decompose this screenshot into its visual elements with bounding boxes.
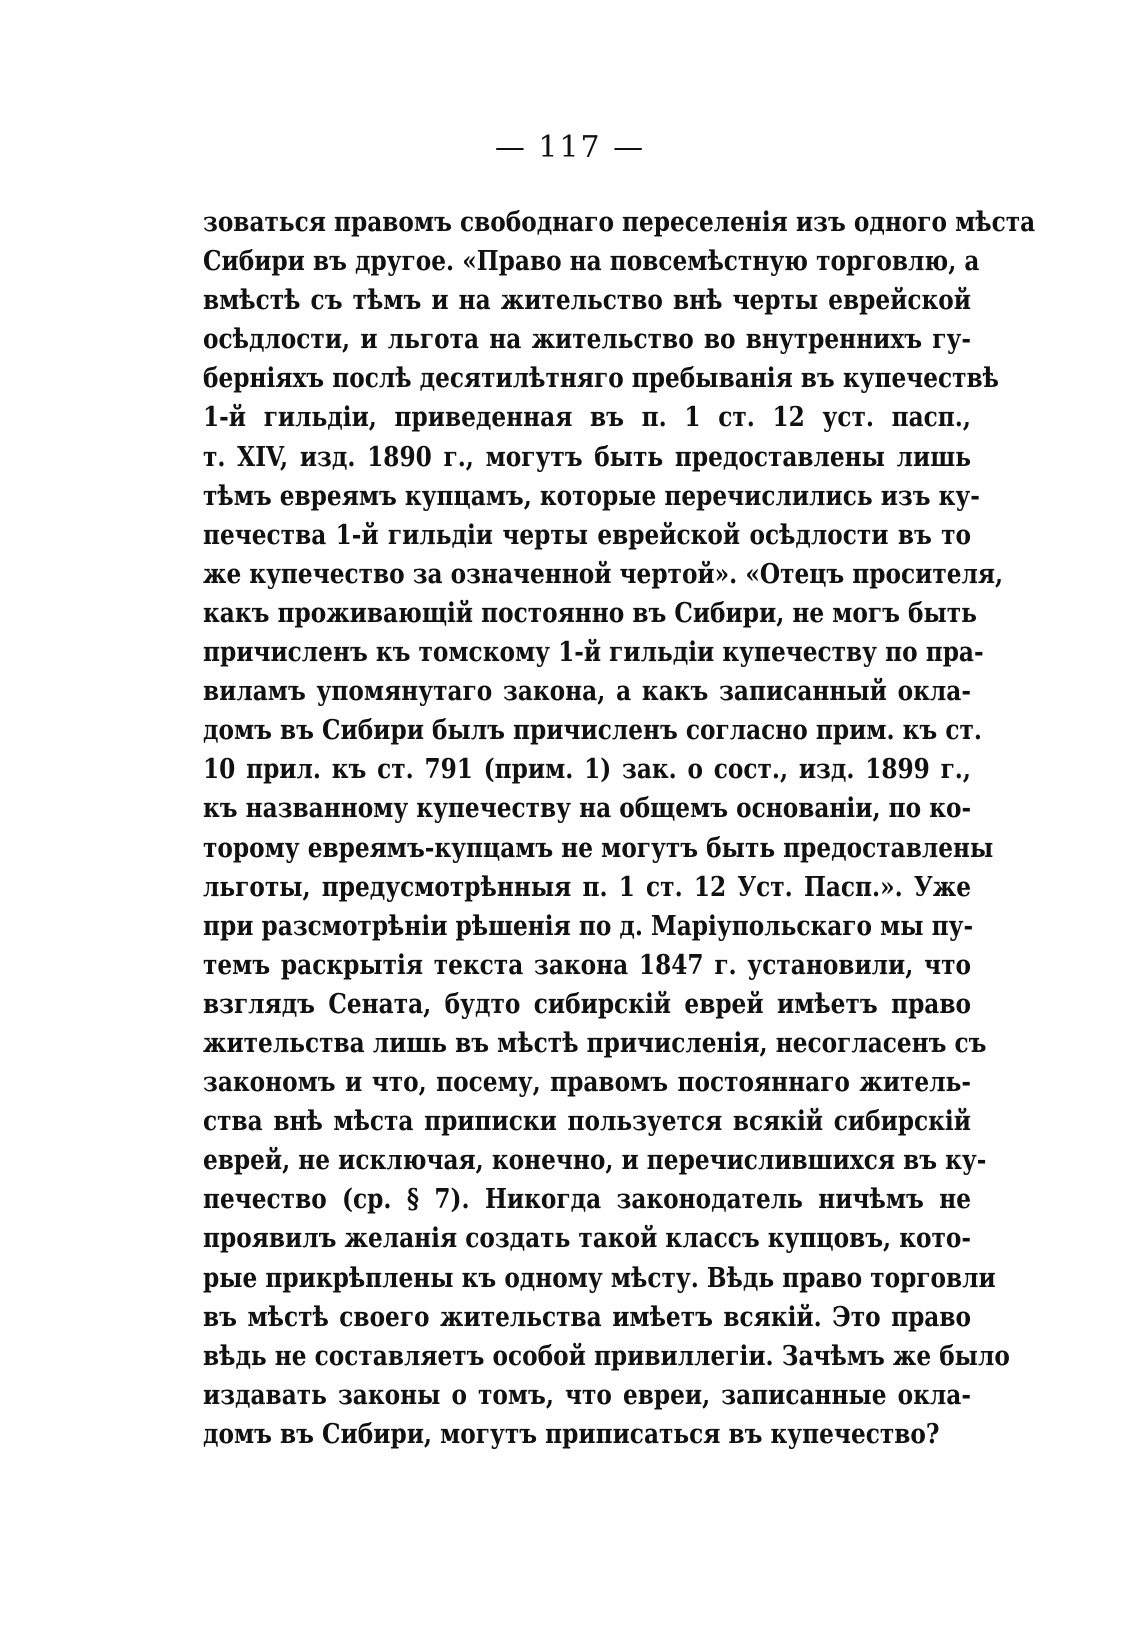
text-line: торому евреямъ-купцамъ не могутъ быть предоставлены xyxy=(203,832,994,864)
page-number: — 117 — xyxy=(494,130,646,165)
text-line: домъ въ Сибири, могутъ приписаться въ купечество? xyxy=(203,1418,940,1450)
text-line: осѣдлости, и льгота на жительство во внутреннихъ гу- xyxy=(203,324,971,356)
text-line: причисленъ къ томскому 1-й гильдіи купечеству по пра- xyxy=(203,637,984,669)
text-line: берніяхъ послѣ десятилѣтняго пребыванія въ купечествѣ xyxy=(203,363,999,395)
text-line: вѣдь не составляетъ особой привиллегіи. Зачѣмъ же было xyxy=(203,1340,1010,1372)
body-text xyxy=(203,203,1036,1454)
text-line: къ названному купечеству на общемъ основаніи, по ко- xyxy=(203,793,972,825)
text-line: домъ въ Сибири былъ причисленъ согласно прим. къ ст. xyxy=(203,715,982,747)
text-line: 10 прил. къ ст. 791 (прим. 1) зак. о сост., изд. 1899 г., xyxy=(203,754,971,786)
text-line: жительства лишь въ мѣстѣ причисленія, несогласенъ съ xyxy=(203,1027,987,1059)
text-line: тѣмъ евреямъ купцамъ, которые перечислились изъ ку- xyxy=(203,480,980,512)
text-line: же купечество за означенной чертой». «Отецъ просителя, xyxy=(203,558,1004,590)
text-line: въ мѣстѣ своего жительства имѣетъ всякій. Это право xyxy=(203,1301,971,1333)
text-line: Сибири въ другое. «Право на повсемѣстную торговлю, а xyxy=(203,246,980,278)
text-line: взглядъ Сената, будто сибирскій еврей имѣетъ право xyxy=(203,988,971,1020)
text-line: т. XIV, изд. 1890 г., могутъ быть предоставлены лишь xyxy=(203,441,971,473)
text-line: проявилъ желанія создать такой классъ купцовъ, кото- xyxy=(203,1223,971,1255)
text-line: еврей, не исключая, конечно, и перечислившихся въ ку- xyxy=(203,1145,987,1177)
text-line: зоваться правомъ свободнаго переселенія изъ одного мѣста xyxy=(203,207,1036,238)
text-line: издавать законы о томъ, что евреи, записанные оклa- xyxy=(203,1379,971,1411)
text-line: при разсмотрѣніи рѣшенія по д. Маріупольскаго мы пу- xyxy=(203,910,974,942)
text-line: рые прикрѣплены къ одному мѣсту. Вѣдь право торговли xyxy=(203,1262,996,1294)
text-line: печества 1-й гильдіи черты еврейской осѣдлости въ то xyxy=(203,519,971,551)
text-line: виламъ упомянутаго закона, а какъ записанный оклa- xyxy=(203,676,971,708)
text-line: печество (ср. § 7). Никогда законодатель ничѣмъ не xyxy=(203,1184,971,1216)
text-line: какъ проживающій постоянно въ Сибири, не могъ быть xyxy=(203,597,977,629)
text-line: вмѣстѣ съ тѣмъ и на жительство внѣ черты еврейской xyxy=(203,285,971,317)
text-line: темъ раскрытія текста закона 1847 г. установили, что xyxy=(203,949,971,981)
text-line: льготы, предусмотрѣнныя п. 1 ст. 12 Уст. Пасп.». Уже xyxy=(203,871,971,903)
text-line: закономъ и что, посему, правомъ постояннаго житель- xyxy=(203,1067,971,1099)
text-line: 1-й гильдіи, приведенная въ п. 1 ст. 12 уст. пасп., xyxy=(203,402,971,434)
text-line: ства внѣ мѣста приписки пользуется всякій сибирскій xyxy=(203,1106,971,1138)
